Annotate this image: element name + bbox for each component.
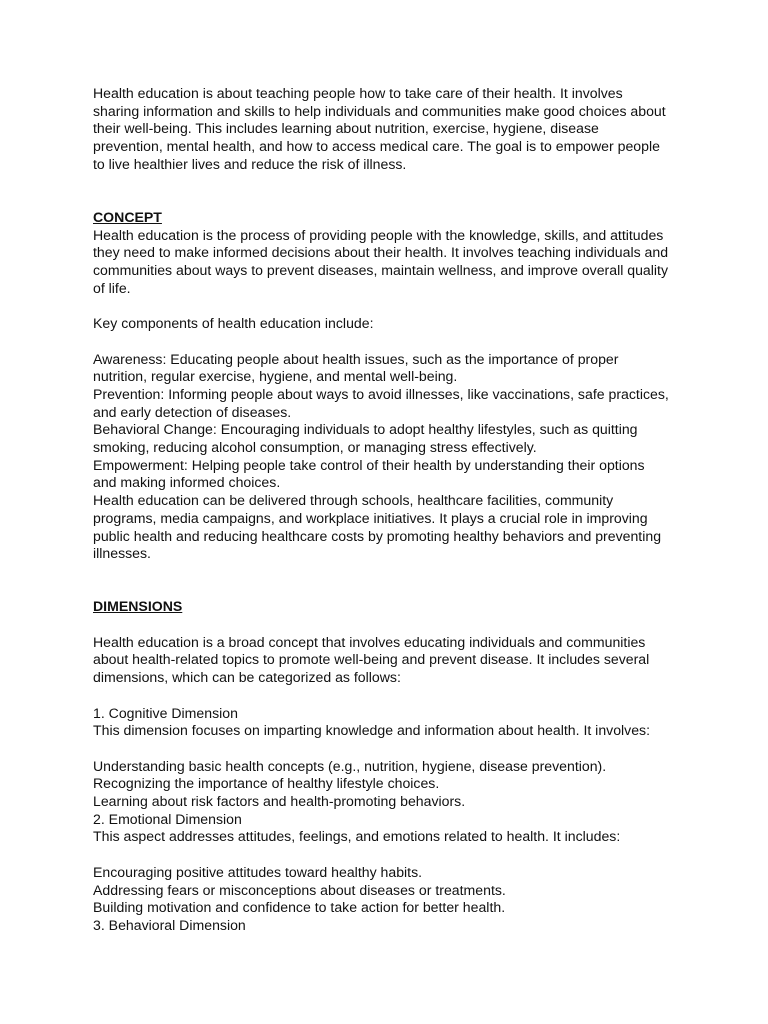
text-line: programs, media campaigns, and workplace initiatives. It plays a crucial role in improving [93,509,648,526]
text-line: illnesses. [93,545,151,562]
text-line: smoking, reducing alcohol consumption, or managing stress effectively. [93,439,537,456]
text-line: public health and reducing healthcare costs by promoting healthy behaviors and preventing [93,527,662,544]
document-page [93,85,683,935]
text-line: and early detection of diseases. [93,403,292,420]
text-line: dimensions, which can be categorized as follows: [93,669,401,686]
list-item: Recognizing the importance of healthy lifestyle choices. [93,775,440,792]
behavioral-dimension-title: 3. Behavioral Dimension [93,916,246,933]
text-line: nutrition, regular exercise, hygiene, and mental well-being. [93,368,458,385]
text-line: Health education can be delivered through schools, healthcare facilities, community [93,492,614,509]
text-line: Health education is a broad concept that involves educating individuals and communities [93,633,646,650]
text-line: Awareness: Educating people about health issues, such as the importance of proper [93,350,619,367]
text-line: prevention, mental health, and how to access medical care. The goal is to empower people [93,138,660,155]
text-line: Behavioral Change: Encouraging individuals to adopt healthy lifestyles, such as quitting [93,421,638,438]
text-line: of life. [93,279,131,296]
emotional-dimension-desc: This aspect addresses attitudes, feelings, and emotions related to health. It includes: [93,828,621,845]
text-line: sharing information and skills to help individuals and communities make good choices about [93,102,666,119]
emotional-dimension-title: 2. Emotional Dimension [93,810,242,827]
text-line: to live healthier lives and reduce the risk of illness. [93,155,407,172]
text-line: their well-being. This includes learning about nutrition, exercise, hygiene, disease [93,120,599,137]
list-item: Encouraging positive attitudes toward healthy habits. [93,863,423,880]
components-list [93,351,683,563]
cognitive-dimension-desc: This dimension focuses on imparting knowledge and information about health. It involves: [93,722,651,739]
list-item: Understanding basic health concepts (e.g., nutrition, hygiene, disease prevention). [93,757,607,774]
text-line: Empowerment: Helping people take control of their health by understanding their options [93,456,645,473]
list-item: Building motivation and confidence to take action for better health. [93,899,506,916]
text-line: Health education is about teaching people how to take care of their health. It involves [93,85,623,101]
concept-heading: CONCEPT [93,208,162,225]
list-item: Learning about risk factors and health-promoting behaviors. [93,793,466,810]
components-intro: Key components of health education include: [93,315,374,332]
cognitive-dimension-title: 1. Cognitive Dimension [93,704,238,721]
text-line: Prevention: Informing people about ways to avoid illnesses, like vaccinations, safe practices, [93,385,669,402]
concept-definition [93,227,683,298]
list-item: Addressing fears or misconceptions about diseases or treatments. [93,881,506,898]
dimensions-heading: DIMENSIONS [93,598,183,615]
text-line: and making informed choices. [93,474,281,491]
text-line: Health education is the process of providing people with the knowledge, skills, and attitudes [93,226,664,243]
text-line: they need to make informed decisions about their health. It involves teaching individuals and [93,244,669,261]
text-line: communities about ways to prevent diseases, maintain wellness, and improve overall quality [93,262,668,279]
dimensions-intro [93,634,683,687]
text-line: about health-related topics to promote well-being and prevent disease. It includes several [93,651,650,668]
intro-paragraph [93,85,683,174]
